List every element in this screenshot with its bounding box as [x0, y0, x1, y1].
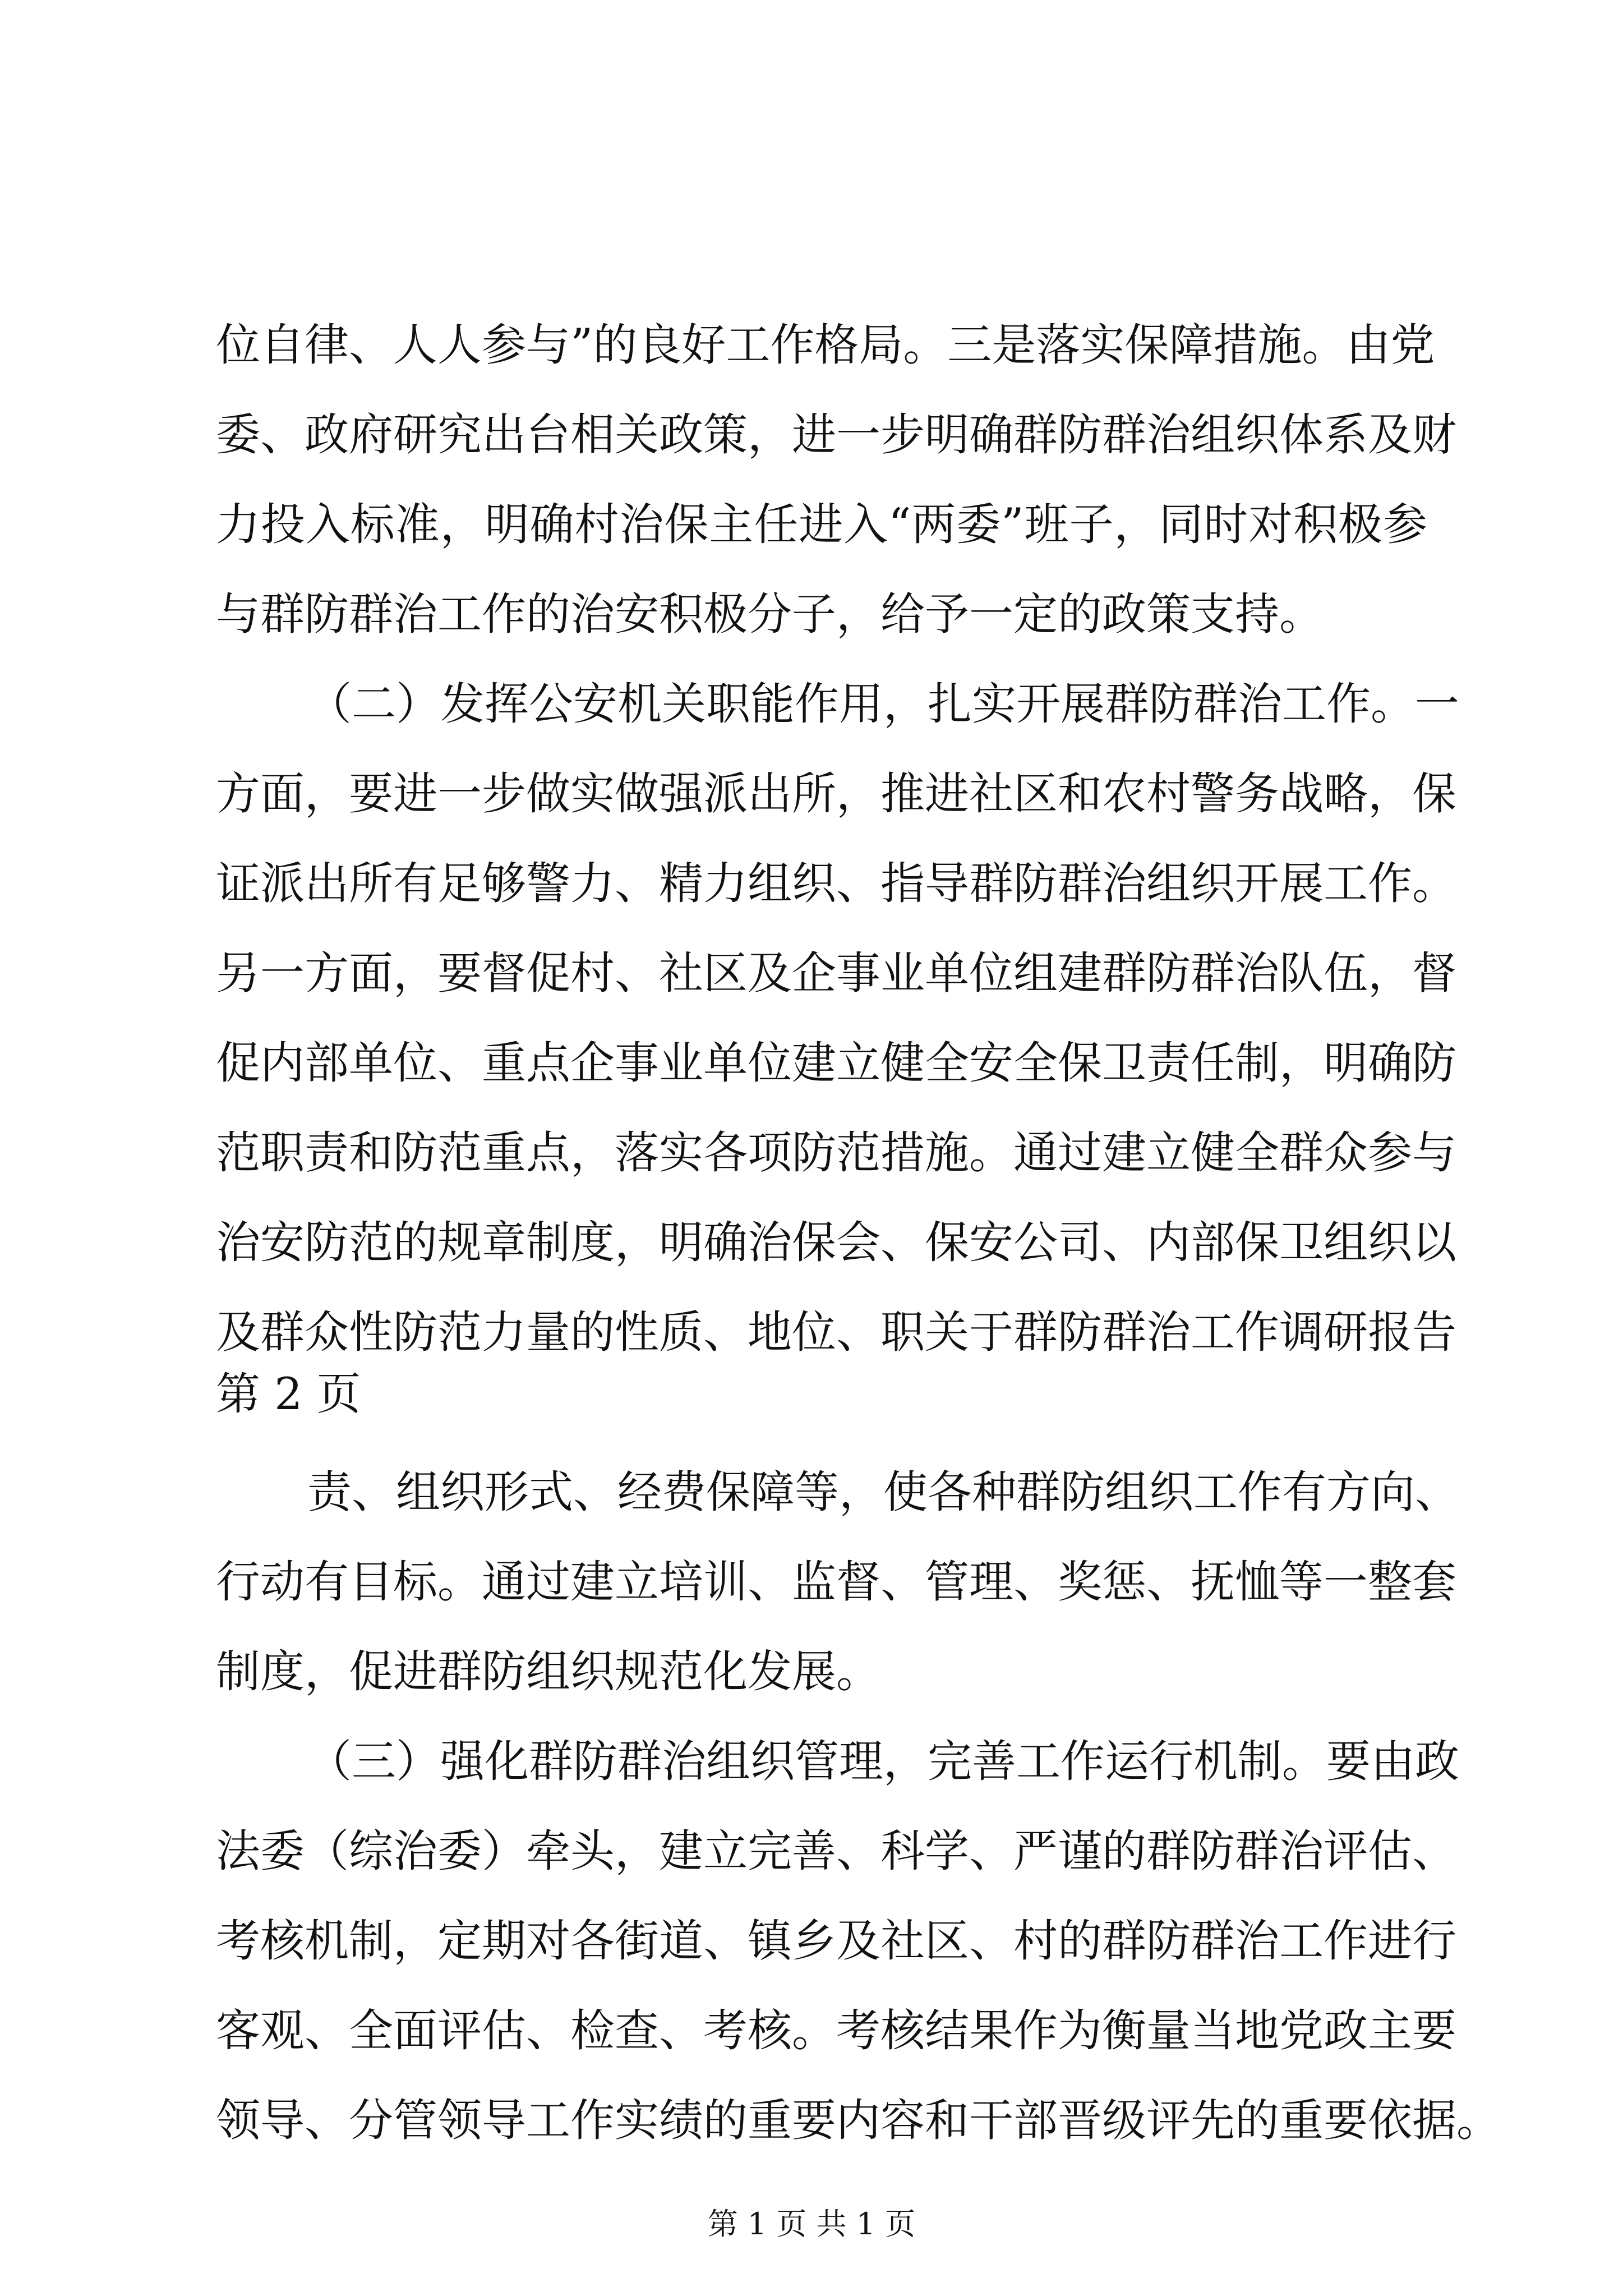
text-line: 委、政府研究出台相关政策，进一步明确群防群治组织体系及财	[216, 409, 1456, 461]
text-line: 法委（综治委）牵头，建立完善、科学、严谨的群防群治评估、	[216, 1825, 1456, 1877]
text-line: 位自律、人人参与”的良好工作格局。三是落实保障措施。由党	[216, 319, 1435, 371]
text-line: 制度，促进群防组织规范化发展。	[216, 1646, 880, 1697]
text-line: 力投入标准，明确村治保主任进入“两委”班子，同时对积极参	[216, 499, 1427, 550]
text-line: 行动有目标。通过建立培训、监督、管理、奖惩、抚恤等一整套	[216, 1556, 1456, 1608]
text-line: 方面，要进一步做实做强派出所，推进社区和农村警务战略，保	[216, 768, 1456, 820]
paragraph-heading-line: （二）发挥公安机关职能作用，扎实开展群防群治工作。一	[307, 678, 1459, 730]
text-line: 范职责和防范重点，落实各项防范措施。通过建立健全群众参与	[216, 1127, 1456, 1179]
page-number-footer: 第 1 页 共 1 页	[707, 2206, 916, 2242]
text-line: 及群众性防范力量的性质、地位、职关于群防群治工作调研报告	[216, 1306, 1456, 1358]
text-line: 责、组织形式、经费保障等，使各种群防组织工作有方向、	[307, 1466, 1459, 1518]
text-line: 另一方面，要督促村、社区及企事业单位组建群防群治队伍，督	[216, 947, 1456, 999]
inline-page-marker: 第 2 页	[216, 1368, 361, 1420]
text-line: 促内部单位、重点企事业单位建立健全安全保卫责任制，明确防	[216, 1037, 1456, 1089]
text-line: 领导、分管领导工作实绩的重要内容和干部晋级评先的重要依据。	[216, 2095, 1501, 2146]
text-line: 与群防群治工作的治安积极分子，给予一定的政策支持。	[216, 588, 1324, 640]
text-line: 证派出所有足够警力、精力组织、指导群防群治组织开展工作。	[216, 858, 1456, 909]
text-line: 治安防范的规章制度，明确治保会、保安公司、内部保卫组织以	[216, 1217, 1456, 1268]
text-line: 客观、全面评估、检查、考核。考核结果作为衡量当地党政主要	[216, 2005, 1456, 2056]
text-line: 考核机制，定期对各街道、镇乡及社区、村的群防群治工作进行	[216, 1915, 1456, 1967]
paragraph-heading-line: （三）强化群防群治组织管理，完善工作运行机制。要由政	[307, 1736, 1459, 1787]
